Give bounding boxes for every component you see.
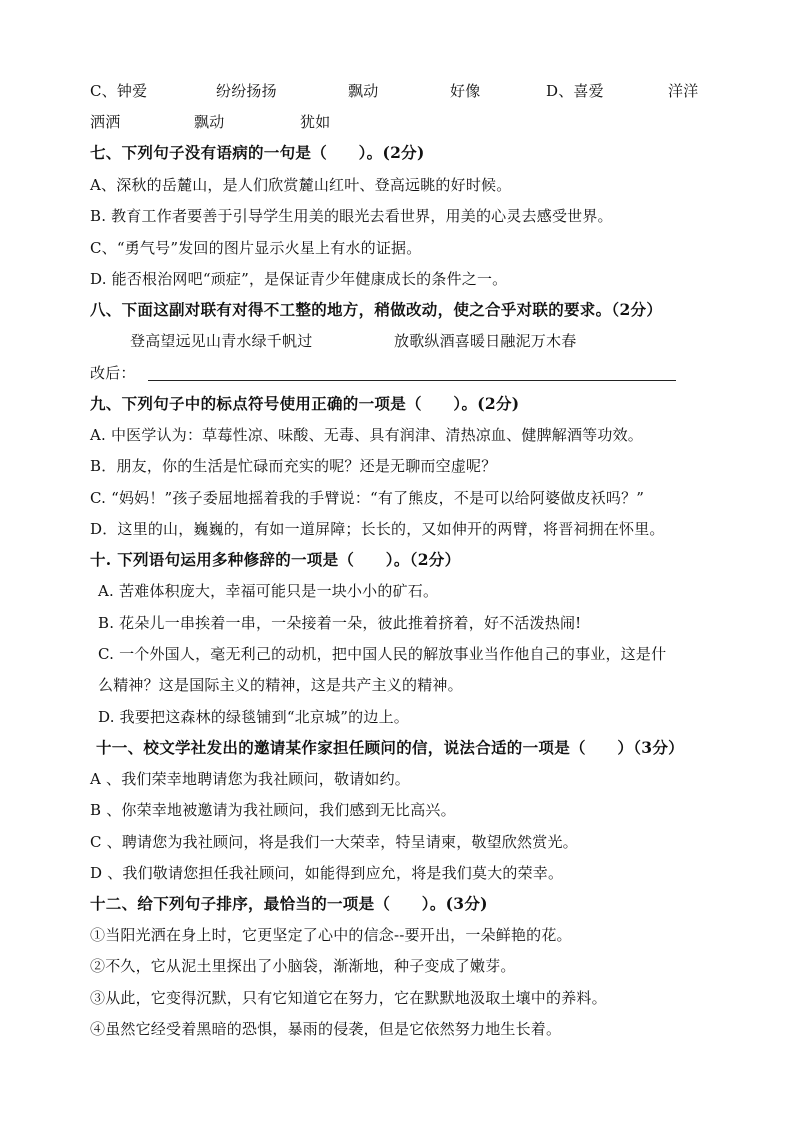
answer-label: 改后： xyxy=(90,364,136,382)
question-12-item-3: ③从此，它变得沉默，只有它知道它在努力，它在默默地汲取土壤中的养料。 xyxy=(90,989,607,1007)
option-line-cd xyxy=(0,76,794,106)
option-c-word-1: C、钟爱 xyxy=(90,82,148,100)
question-12-item-1: ①当阳光洒在身上时，它更坚定了心中的信念--要开出，一朵鲜艳的花。 xyxy=(90,926,572,944)
question-12-title: 十二、给下列句子排序，最恰当的一项是（ ）。(3分) xyxy=(90,894,488,913)
option-c-word-4: 好像 xyxy=(450,82,481,100)
answer-underline[interactable] xyxy=(148,380,676,381)
question-11-title: 十一、校文学社发出的邀请某作家担任顾问的信，说法合适的一项是（ ）（3分） xyxy=(96,738,684,757)
question-11-option-c: C 、聘请您为我社顾问，将是我们一大荣幸，特呈请柬，敬望欣然赏光。 xyxy=(90,833,578,851)
question-7-option-c: C、“勇气号”发回的图片显示火星上有水的证据。 xyxy=(90,239,422,257)
question-12-item-2: ②不久，它从泥土里探出了小脑袋，渐渐地，种子变成了嫩芽。 xyxy=(90,957,516,975)
option-d-word-3: 洒洒 xyxy=(90,113,121,131)
question-10-option-c: C. 一个外国人，毫无利己的动机，把中国人民的解放事业当作他自己的事业，这是什 xyxy=(98,645,667,663)
question-11-option-b: B 、你荣幸地被邀请为我社顾问，我们感到无比高兴。 xyxy=(90,801,456,819)
question-10-option-b: B. 花朵儿一串挨着一串，一朵接着一朵，彼此推着挤着，好不活泼热闹! xyxy=(98,614,582,632)
option-d-word-5: 犹如 xyxy=(300,113,331,131)
question-7-title: 七、下列句子没有语病的一句是（ ）。(2分) xyxy=(90,143,425,162)
question-8-answer-line xyxy=(0,358,794,388)
question-11-option-d: D 、我们敬请您担任我社顾问，如能得到应允，将是我们莫大的荣幸。 xyxy=(90,864,564,882)
question-9-option-b: B．朋友，你的生活是忙碌而充实的呢？还是无聊而空虚呢？ xyxy=(90,457,497,475)
question-8-title: 八、下面这副对联有对得不工整的地方，稍做改动，使之合乎对联的要求。（2分） xyxy=(90,300,663,319)
question-9-option-c: C. “妈妈！”孩子委屈地摇着我的手臂说：“有了熊皮，不是可以给阿婆做皮袄吗？” xyxy=(90,489,645,507)
option-d-word-4: 飘动 xyxy=(194,113,225,131)
question-10-option-d: D. 我要把这森林的绿毯铺到“北京城”的边上。 xyxy=(98,708,409,726)
question-9-title: 九、下列句子中的标点符号使用正确的一项是（ ）。(2分) xyxy=(90,394,520,413)
question-8-couplet xyxy=(0,326,794,356)
question-7-option-b: B. 教育工作者要善于引导学生用美的眼光去看世界，用美的心灵去感受世界。 xyxy=(90,207,613,225)
option-d-word-1: D、喜爱 xyxy=(546,82,604,100)
question-10-option-c-cont: 么精神？这是国际主义的精神，这是共产主义的精神。 xyxy=(98,676,463,694)
option-c-word-2: 纷纷扬扬 xyxy=(216,82,277,100)
question-9-option-a: A. 中医学认为：草莓性凉、味酸、无毒、具有润津、清热凉血、健脾解酒等功效。 xyxy=(90,426,643,444)
option-d-word-2: 洋洋 xyxy=(668,82,699,100)
couplet-right: 放歌纵酒喜暖日融泥万木春 xyxy=(394,332,577,350)
couplet-left: 登高望远见山青水绿千帆过 xyxy=(130,332,313,350)
question-10-option-a: A. 苦难体积庞大，幸福可能只是一块小小的矿石。 xyxy=(98,582,439,600)
question-10-title: 十. 下列语句运用多种修辞的一项是（ ）。（2分） xyxy=(90,550,461,569)
question-11-option-a: A 、我们荣幸地聘请您为我社顾问，敬请如约。 xyxy=(90,770,411,788)
option-line-d-cont xyxy=(0,107,794,137)
option-c-word-3: 飘动 xyxy=(348,82,379,100)
question-12-item-4: ④虽然它经受着黑暗的恐惧，暴雨的侵袭，但是它依然努力地生长着。 xyxy=(90,1020,562,1038)
question-9-option-d: D．这里的山，巍巍的，有如一道屏障；长长的，又如伸开的两臂，将晋祠拥在怀里。 xyxy=(90,520,665,538)
question-7-option-d: D. 能否根治网吧“顽症”，是保证青少年健康成长的条件之一。 xyxy=(90,270,508,288)
question-7-option-a: A、深秋的岳麓山，是人们欣赏麓山红叶、登高远眺的好时候。 xyxy=(90,176,512,194)
